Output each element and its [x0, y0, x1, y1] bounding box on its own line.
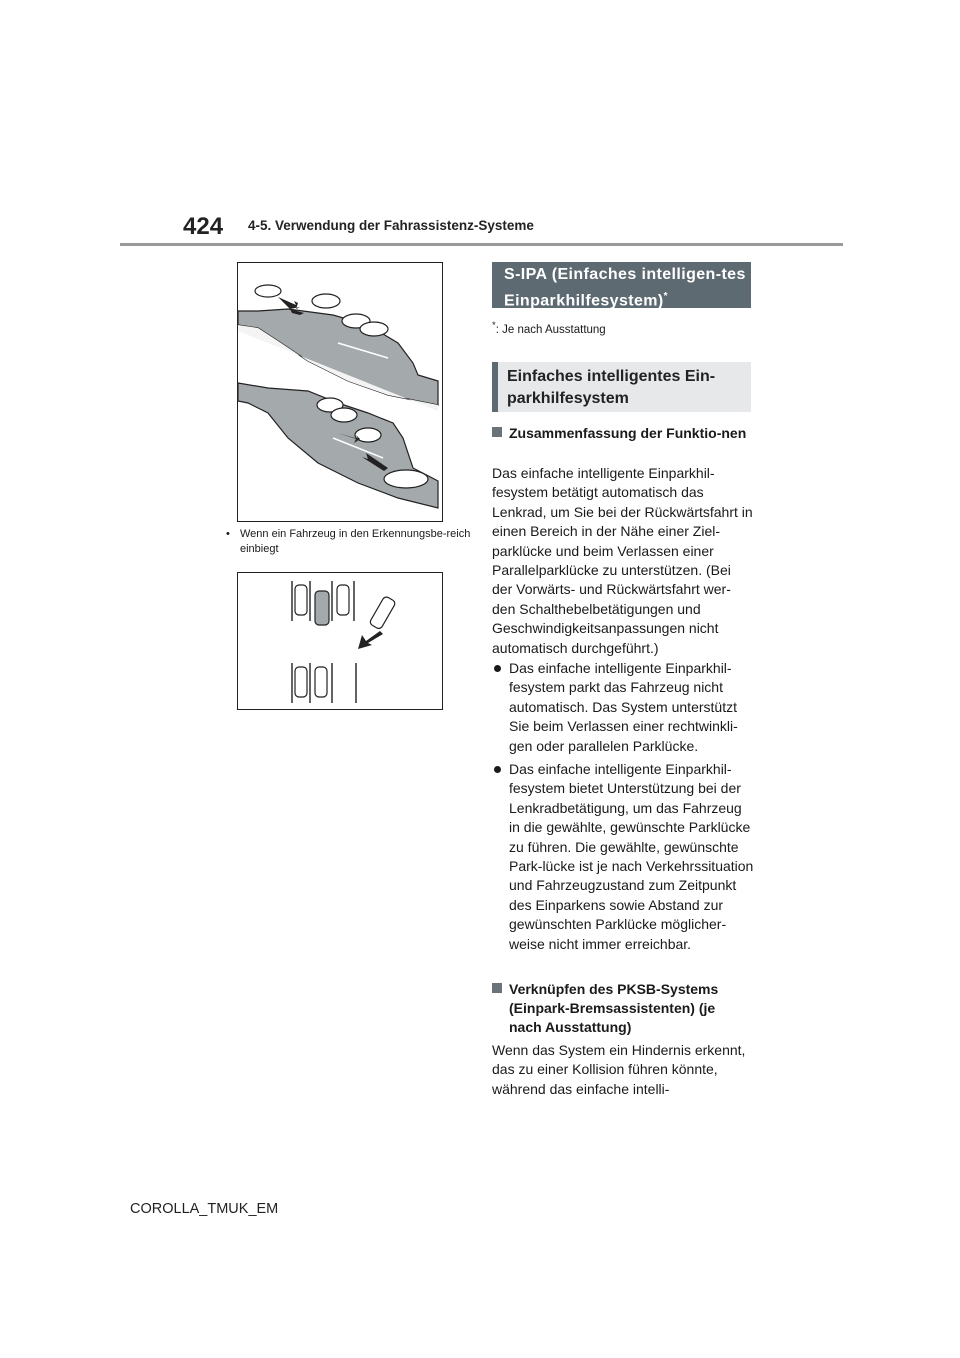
heading-s-ipa-text: S-IPA (Einfaches intelligen-tes Einparkhilfesystem)	[504, 266, 746, 310]
list-item	[492, 760, 754, 954]
parking-illustration	[237, 572, 443, 710]
bullet-dot-icon	[494, 665, 501, 672]
merge-svg	[238, 263, 442, 521]
list-item-text: Das einfache intelligente Einparkhil-fesystem bietet Unterstützung bei der Lenkradbetätigung, um das Fahrzeug in die gewählte, gewünschte Parklücke zu führen. Die gewählte, gewünschte Park-lücke ist je nach Verkehrssituation und Fahrzeugzustand zum Zeitpunkt des Einparkens sowie Abstand zur gewünschten Parklücke möglicher-weise nicht immer erreichbar.	[509, 761, 754, 952]
square-bullet-icon	[492, 427, 502, 437]
caption-bullet: •	[226, 528, 230, 540]
subheading-pksb	[492, 980, 750, 1037]
footnote-mark: *	[492, 320, 496, 331]
page-number: 424	[183, 213, 224, 240]
footnote-text: : Je nach Ausstattung	[495, 323, 606, 336]
parking-svg	[238, 573, 442, 709]
section-title: 4-5. Verwendung der Fahrassistenz-Systeme	[248, 218, 534, 233]
paragraph-pksb: Wenn das System ein Hindernis erkennt, das zu einer Kollision führen könnte, während das einfache intelli-	[492, 1042, 746, 1097]
subheading-pksb-text: Verknüpfen des PKSB-Systems (Einpark-Bremsassistenten) (je nach Ausstattung)	[509, 981, 719, 1035]
bullet-dot-icon	[494, 766, 501, 773]
merge-illustration	[237, 262, 443, 522]
figure-caption	[226, 527, 471, 557]
heading-einparkhilfe: Einfaches intelligentes Ein-parkhilfesystem	[492, 362, 751, 412]
paragraph-summary: Das einfache intelligente Einparkhil-fesystem betätigt automatisch das Lenkrad, um Sie bei der Rückwärtsfahrt in einen Bereich in der Nähe einer Ziel-parklücke und beim Verlassen einer Parallelparklücke zu unterstützen. (Bei der Vorwärts- und Rückwärtsfahrt wer-den Schalthebelbetätigungen und Geschwindigkeitsanpassungen nicht automatisch durchgeführt.)	[492, 465, 753, 656]
subheading-summary-text: Zusammenfassung der Funktio-nen	[509, 425, 747, 441]
square-bullet-icon	[492, 983, 502, 993]
list-item-text: Das einfache intelligente Einparkhil-fesystem parkt das Fahrzeug nicht automatisch. Das System unterstützt Sie beim Verlassen einer rechtwinkli-gen oder parallelen Parklücke.	[509, 660, 738, 754]
subheading-summary	[492, 424, 750, 443]
caption-text: Wenn ein Fahrzeug in den Erkennungsbe-reich einbiegt	[240, 528, 471, 555]
heading-s-ipa	[492, 262, 751, 308]
document-id: COROLLA_TMUK_EM	[130, 1201, 279, 1217]
header-rule	[120, 243, 843, 246]
heading-s-ipa-mark: *	[663, 291, 668, 302]
list-item	[492, 659, 754, 756]
footnote	[492, 320, 606, 336]
